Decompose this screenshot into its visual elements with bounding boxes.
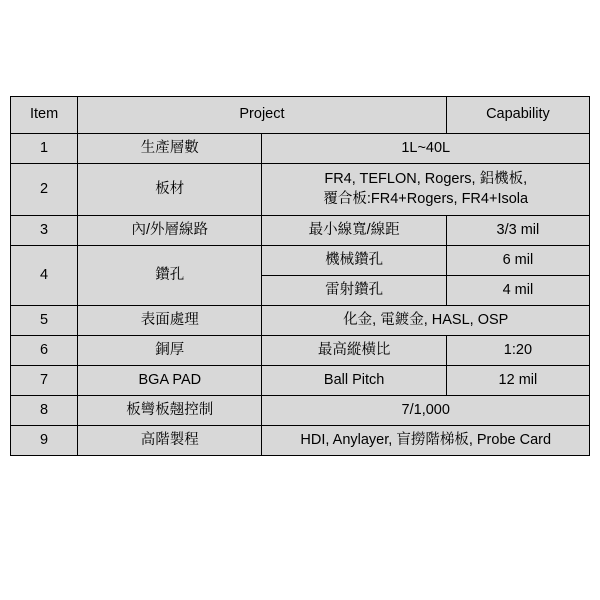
row-item-number: 2 bbox=[11, 164, 78, 216]
pcb-capability-table bbox=[10, 96, 590, 456]
row-capability: 3/3 mil bbox=[446, 216, 589, 246]
row-capability: 4 mil bbox=[446, 276, 589, 306]
row-name: 板彎板翹控制 bbox=[78, 396, 262, 426]
row-name: 表面處理 bbox=[78, 306, 262, 336]
row-capability: 6 mil bbox=[446, 246, 589, 276]
table-row bbox=[11, 216, 590, 246]
row-capability: 1:20 bbox=[446, 336, 589, 366]
table-header bbox=[11, 97, 590, 134]
header-capability: Capability bbox=[446, 97, 589, 134]
table-row bbox=[11, 366, 590, 396]
row-item-number: 3 bbox=[11, 216, 78, 246]
row-project: 7/1,000 bbox=[262, 396, 590, 426]
row-item-number: 8 bbox=[11, 396, 78, 426]
table-row bbox=[11, 426, 590, 456]
row-item-number: 6 bbox=[11, 336, 78, 366]
table-row bbox=[11, 396, 590, 426]
header-project: Project bbox=[78, 97, 447, 134]
row-project: HDI, Anylayer, 盲撈階梯板, Probe Card bbox=[262, 426, 590, 456]
row-project-line2: 覆合板:FR4+Rogers, FR4+Isola bbox=[323, 190, 529, 207]
row-name: 板材 bbox=[78, 164, 262, 216]
row-project: 機械鑽孔 bbox=[262, 246, 446, 276]
row-project-line1: FR4, TEFLON, Rogers, 鋁機板, bbox=[324, 170, 528, 187]
spec-table-wrapper bbox=[10, 96, 590, 456]
row-project: 最高縱橫比 bbox=[262, 336, 446, 366]
table-row bbox=[11, 134, 590, 164]
row-item-number: 1 bbox=[11, 134, 78, 164]
table-row bbox=[11, 306, 590, 336]
table-header-row bbox=[11, 97, 590, 134]
row-name: 鑽孔 bbox=[78, 246, 262, 306]
row-project: 雷射鑽孔 bbox=[262, 276, 446, 306]
row-name: 內/外層線路 bbox=[78, 216, 262, 246]
row-name: 生產層數 bbox=[78, 134, 262, 164]
table-row bbox=[11, 164, 590, 216]
row-item-number: 4 bbox=[11, 246, 78, 306]
row-project: 最小線寬/線距 bbox=[262, 216, 446, 246]
row-project bbox=[262, 164, 590, 216]
header-item: Item bbox=[11, 97, 78, 134]
row-item-number: 7 bbox=[11, 366, 78, 396]
row-project: 1L~40L bbox=[262, 134, 590, 164]
table-row bbox=[11, 336, 590, 366]
row-name: 高階製程 bbox=[78, 426, 262, 456]
table-row bbox=[11, 246, 590, 276]
table-body bbox=[11, 134, 590, 456]
row-item-number: 9 bbox=[11, 426, 78, 456]
row-name: BGA PAD bbox=[78, 366, 262, 396]
row-name: 銅厚 bbox=[78, 336, 262, 366]
row-item-number: 5 bbox=[11, 306, 78, 336]
row-project: Ball Pitch bbox=[262, 366, 446, 396]
row-project: 化金, 電鍍金, HASL, OSP bbox=[262, 306, 590, 336]
row-capability: 12 mil bbox=[446, 366, 589, 396]
